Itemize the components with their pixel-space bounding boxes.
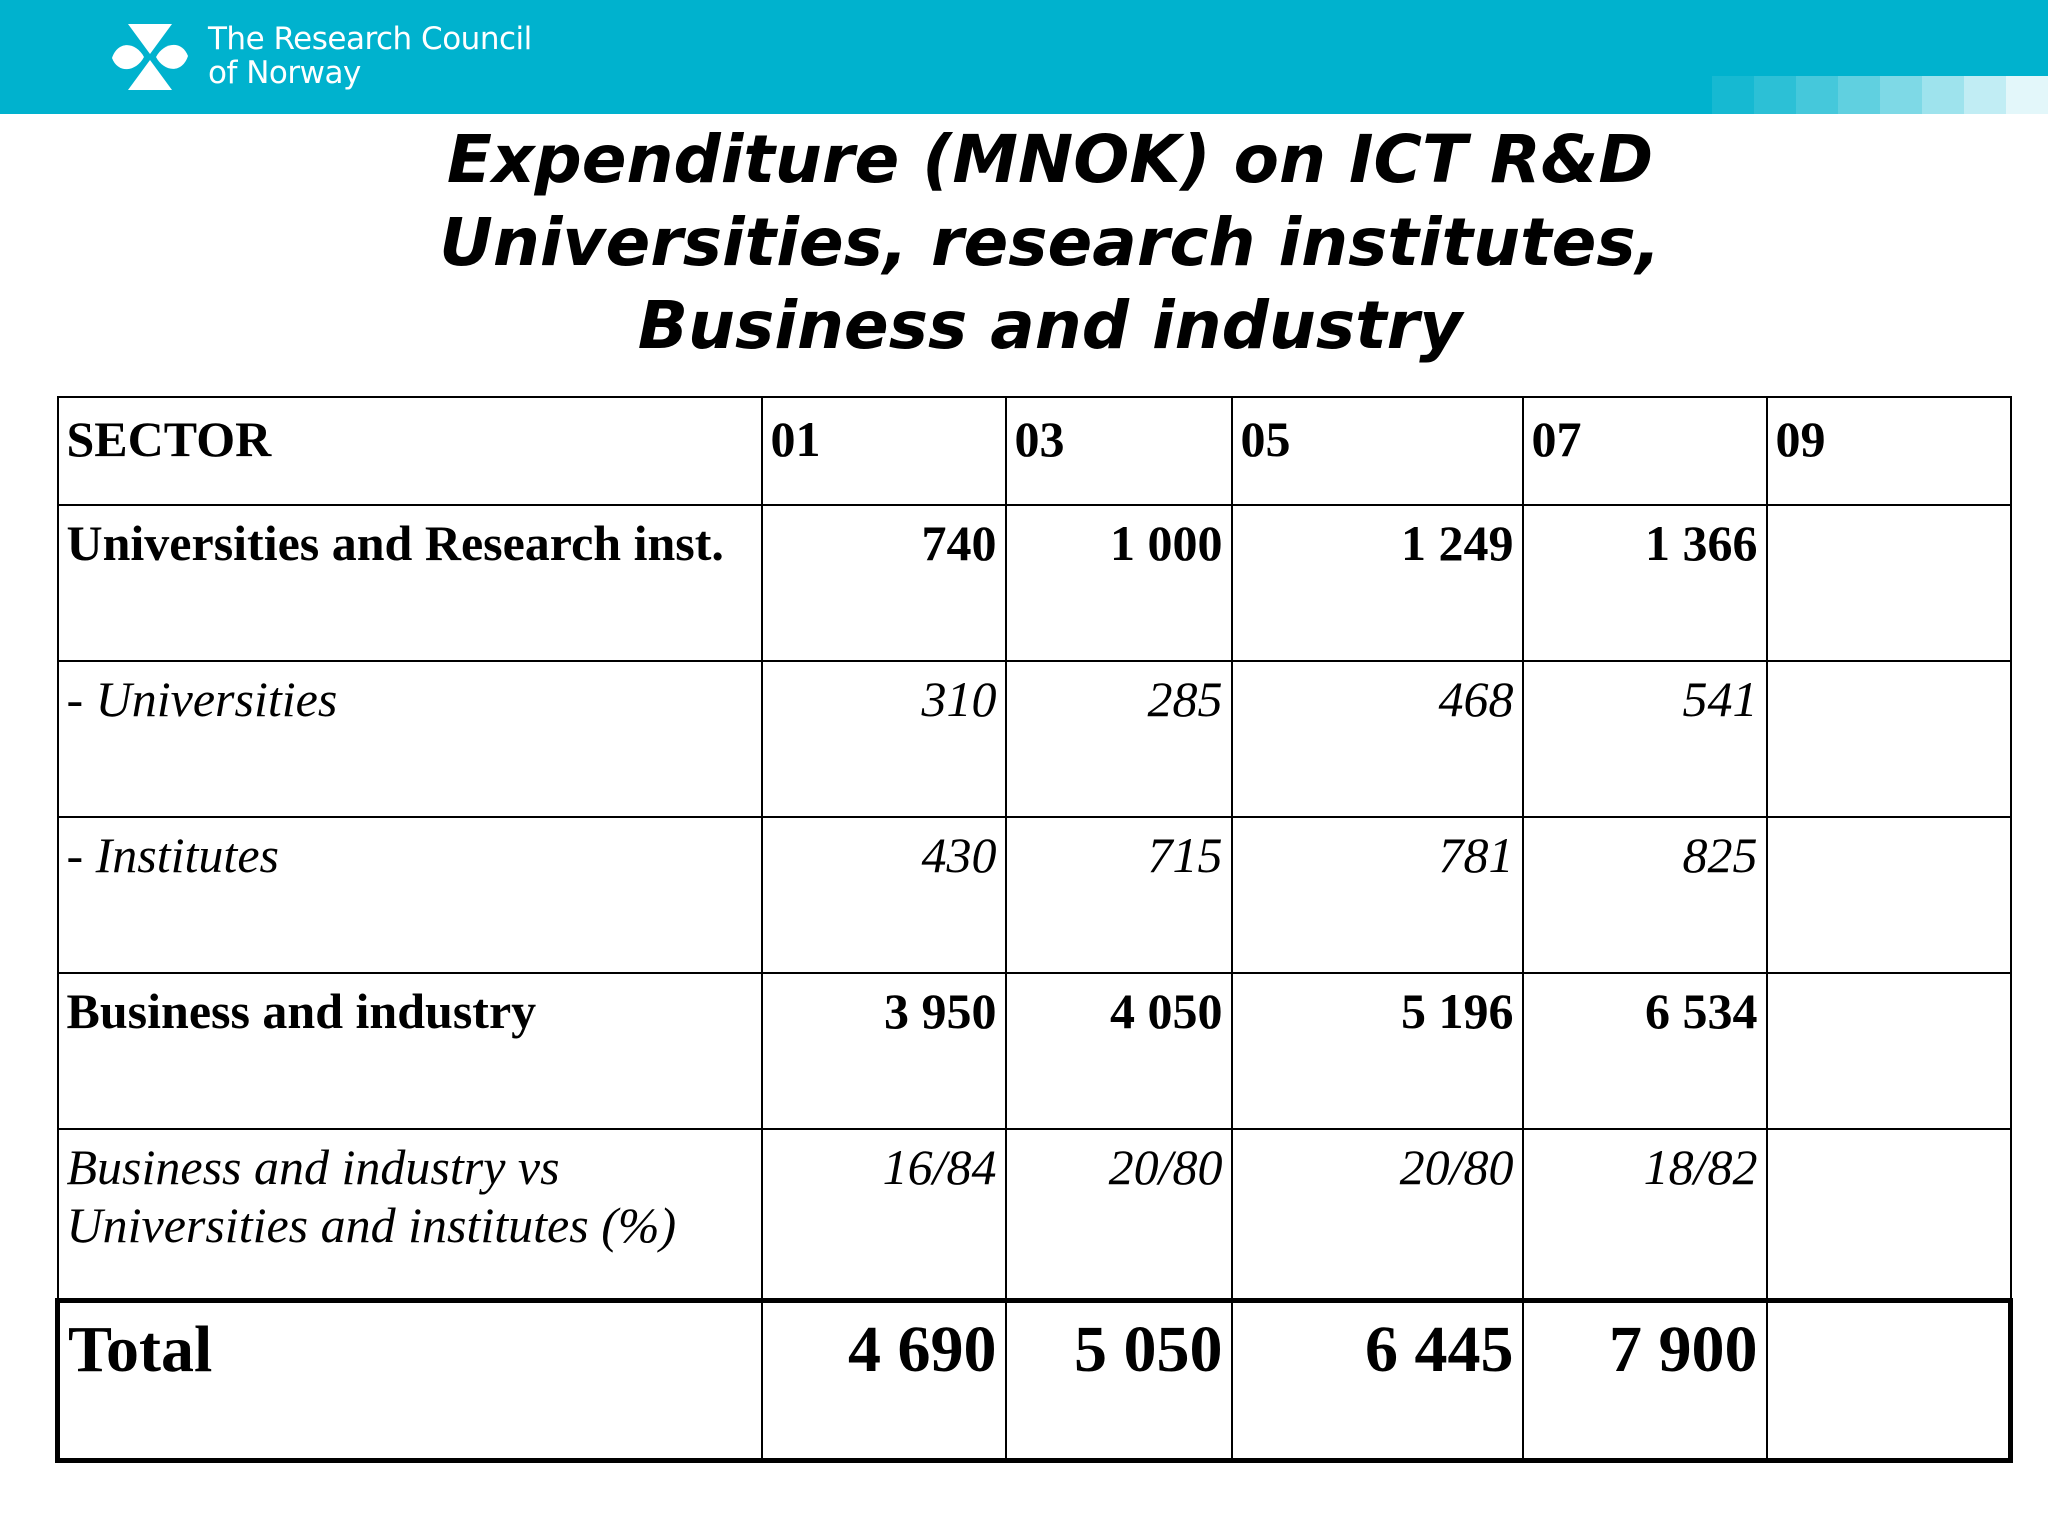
row-label: Business and industry bbox=[58, 973, 762, 1129]
title-line-2: Universities, research institutes, bbox=[439, 204, 1661, 281]
total-cell: 5 050 bbox=[1006, 1301, 1232, 1461]
row-label-line-2: Universities and institutes (%) bbox=[66, 1197, 677, 1253]
table-cell: 541 bbox=[1523, 661, 1767, 817]
title-line-1: Expenditure (MNOK) on ICT R&D bbox=[446, 121, 1654, 198]
table-cell bbox=[1767, 973, 2011, 1129]
table-cell: 5 196 bbox=[1232, 973, 1523, 1129]
table-row bbox=[58, 505, 2011, 661]
expenditure-table bbox=[55, 396, 2013, 1463]
title-line-3: Business and industry bbox=[637, 287, 1463, 364]
table-row bbox=[58, 661, 2011, 817]
row-label: Universities and Research inst. bbox=[58, 505, 762, 661]
table-header-row bbox=[58, 397, 2011, 505]
table-cell: 1 366 bbox=[1523, 505, 1767, 661]
table-cell: 1 000 bbox=[1006, 505, 1232, 661]
table-cell: 285 bbox=[1006, 661, 1232, 817]
table-cell: 1 249 bbox=[1232, 505, 1523, 661]
table-cell: 781 bbox=[1232, 817, 1523, 973]
total-cell: 7 900 bbox=[1523, 1301, 1767, 1461]
row-label: - Universities bbox=[58, 661, 762, 817]
column-header-03: 03 bbox=[1006, 397, 1232, 505]
row-label-line-1: Business and industry vs bbox=[66, 1139, 560, 1195]
column-header-05: 05 bbox=[1232, 397, 1523, 505]
row-label bbox=[58, 1129, 762, 1301]
table-cell bbox=[1767, 505, 2011, 661]
table-cell: 20/80 bbox=[1232, 1129, 1523, 1301]
table-row bbox=[58, 817, 2011, 973]
brand-line-2: of Norway bbox=[208, 55, 361, 91]
table-cell bbox=[1767, 817, 2011, 973]
table-cell: 430 bbox=[762, 817, 1006, 973]
total-cell: 6 445 bbox=[1232, 1301, 1523, 1461]
table-row bbox=[58, 973, 2011, 1129]
column-header-07: 07 bbox=[1523, 397, 1767, 505]
research-council-logo-icon bbox=[110, 22, 190, 92]
header-band bbox=[0, 0, 2048, 114]
table-cell: 740 bbox=[762, 505, 1006, 661]
table-cell: 20/80 bbox=[1006, 1129, 1232, 1301]
table-cell bbox=[1767, 661, 2011, 817]
table-row bbox=[58, 1129, 2011, 1301]
table-cell: 715 bbox=[1006, 817, 1232, 973]
table-cell: 825 bbox=[1523, 817, 1767, 973]
total-cell: 4 690 bbox=[762, 1301, 1006, 1461]
brand-line-1: The Research Council bbox=[208, 21, 532, 57]
table-cell: 4 050 bbox=[1006, 973, 1232, 1129]
table-cell: 16/84 bbox=[762, 1129, 1006, 1301]
slide-title bbox=[0, 118, 2048, 367]
decorative-fade-strip bbox=[1712, 76, 2048, 114]
column-header-sector: SECTOR bbox=[58, 397, 762, 505]
total-cell bbox=[1767, 1301, 2011, 1461]
table-cell: 18/82 bbox=[1523, 1129, 1767, 1301]
total-row bbox=[58, 1301, 2011, 1461]
table-cell: 468 bbox=[1232, 661, 1523, 817]
table-cell bbox=[1767, 1129, 2011, 1301]
column-header-01: 01 bbox=[762, 397, 1006, 505]
brand-name bbox=[208, 22, 532, 90]
column-header-09: 09 bbox=[1767, 397, 2011, 505]
total-label: Total bbox=[58, 1301, 762, 1461]
table-cell: 310 bbox=[762, 661, 1006, 817]
table-cell: 3 950 bbox=[762, 973, 1006, 1129]
row-label: - Institutes bbox=[58, 817, 762, 973]
table-cell: 6 534 bbox=[1523, 973, 1767, 1129]
